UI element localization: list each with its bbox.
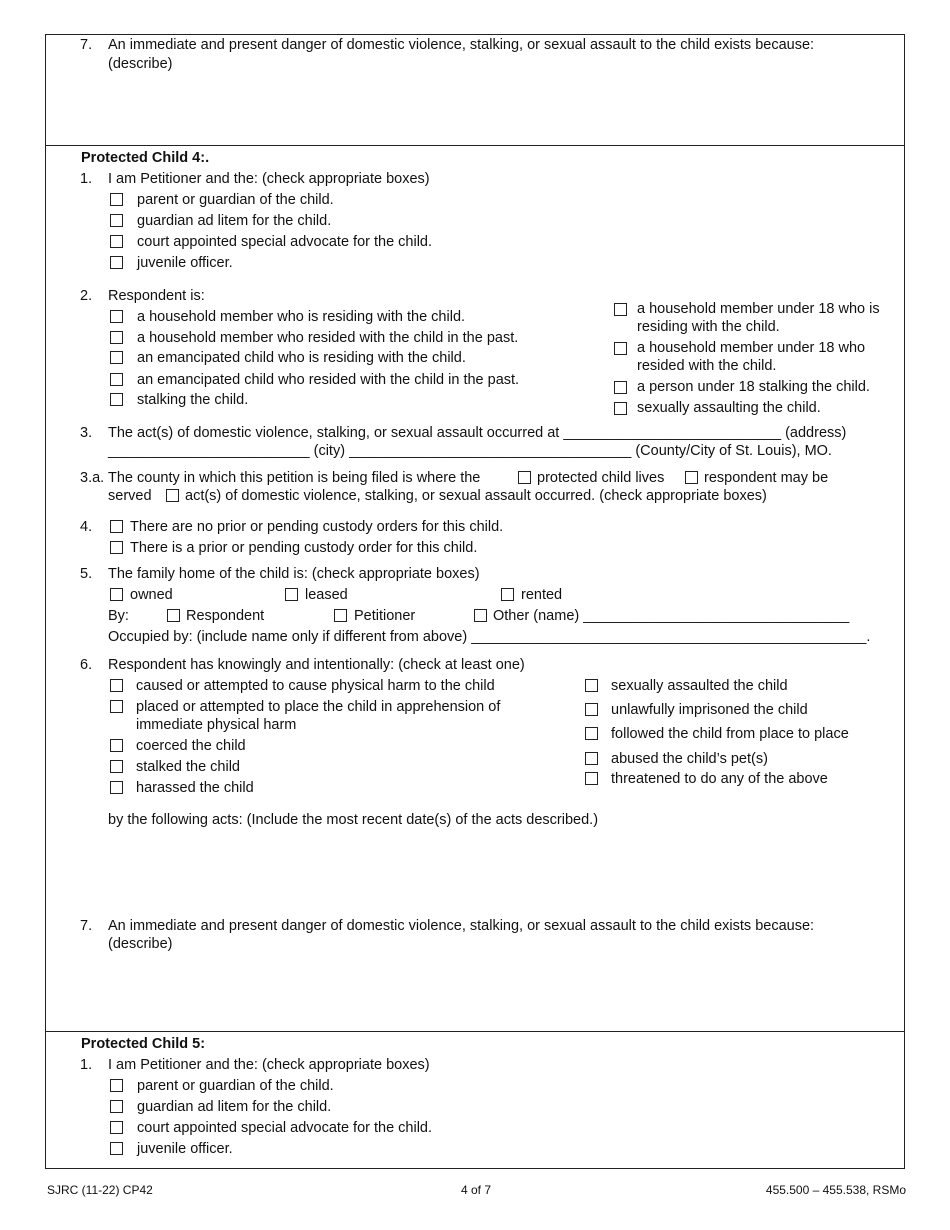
option-label: stalked the child [136, 759, 240, 775]
section-divider [45, 145, 905, 146]
checkbox-parent-guardian[interactable] [110, 193, 123, 206]
checkbox-juvenile-officer[interactable] [110, 256, 123, 269]
item-number: 1. [80, 1057, 93, 1073]
checkbox-followed[interactable] [585, 727, 598, 740]
statute-reference: 455.500 – 455.538, RSMo [765, 1183, 906, 1197]
option-label: protected child lives [537, 470, 665, 486]
checkbox-rented[interactable] [501, 588, 514, 601]
checkbox-casa[interactable] [110, 235, 123, 248]
option-label: There are no prior or pending custody orders for this child. [130, 519, 504, 535]
option-label: act(s) of domestic violence, stalking, or sexual assault occurred. (check appropriate boxes) [185, 488, 767, 504]
checkbox-stalked[interactable] [110, 760, 123, 773]
checkbox-stalking[interactable] [110, 393, 123, 406]
other-name-line: Other (name) _________________________________ [493, 608, 850, 624]
checkbox-emancipated-past[interactable] [110, 373, 123, 386]
checkbox-under18-past[interactable] [614, 342, 627, 355]
option-label: immediate physical harm [136, 717, 297, 733]
checkbox-abused-pets[interactable] [585, 752, 598, 765]
item-number: 1. [80, 171, 93, 187]
checkbox-child-lives[interactable] [518, 471, 531, 484]
checkbox-under18-stalking[interactable] [614, 381, 627, 394]
form-id: SJRC (11-22) CP42 [47, 1183, 153, 1197]
checkbox-threatened[interactable] [585, 772, 598, 785]
option-label: a person under 18 stalking the child. [637, 379, 870, 395]
checkbox-casa[interactable] [110, 1121, 123, 1134]
option-label: guardian ad litem for the child. [137, 1099, 332, 1115]
option-label: Respondent [186, 608, 265, 624]
option-label: sexually assaulting the child. [637, 400, 821, 416]
county-question: The county in which this petition is being filed is where the [108, 470, 481, 486]
checkbox-respondent-served[interactable] [685, 471, 698, 484]
option-label: guardian ad litem for the child. [137, 213, 332, 229]
checkbox-no-custody-orders[interactable] [110, 520, 123, 533]
describe-label: (describe) [108, 936, 173, 952]
checkbox-harassed[interactable] [110, 781, 123, 794]
checkbox-by-other[interactable] [474, 609, 487, 622]
checkbox-by-petitioner[interactable] [334, 609, 347, 622]
option-label: rented [521, 587, 563, 603]
option-label: parent or guardian of the child. [137, 1078, 334, 1094]
checkbox-physical-harm[interactable] [110, 679, 123, 692]
checkbox-household-past[interactable] [110, 331, 123, 344]
address-line: The act(s) of domestic violence, stalking, or sexual assault occurred at ___________________________ (address) [108, 425, 847, 441]
option-label: residing with the child. [637, 319, 780, 335]
item-number: 5. [80, 566, 93, 582]
option-label: juvenile officer. [137, 1141, 233, 1157]
option-label: owned [130, 587, 173, 603]
page-number: 4 of 7 [461, 1183, 492, 1197]
item-number: 7. [80, 37, 93, 53]
section-heading-child-5: Protected Child 5: [81, 1036, 206, 1052]
checkbox-under18-residing[interactable] [614, 303, 627, 316]
checkbox-sexually-assaulted[interactable] [585, 679, 598, 692]
option-label: juvenile officer. [137, 255, 233, 271]
option-label: abused the child’s pet(s) [611, 751, 768, 767]
checkbox-prior-custody-order[interactable] [110, 541, 123, 554]
option-label: Petitioner [354, 608, 416, 624]
option-label: a household member who resided with the child in the past. [137, 330, 519, 346]
section-divider [45, 1031, 905, 1032]
danger-question: An immediate and present danger of domestic violence, stalking, or sexual assault to the child exists because: [108, 918, 815, 934]
item-number: 3. [80, 425, 93, 441]
checkbox-acts-occurred[interactable] [166, 489, 179, 502]
option-label: respondent may be [704, 470, 829, 486]
petitioner-question: I am Petitioner and the: (check appropriate boxes) [108, 1057, 430, 1073]
item-number: 7. [80, 918, 93, 934]
petitioner-question: I am Petitioner and the: (check appropriate boxes) [108, 171, 430, 187]
checkbox-household-residing[interactable] [110, 310, 123, 323]
option-label: court appointed special advocate for the child. [137, 234, 433, 250]
checkbox-guardian-ad-litem[interactable] [110, 1100, 123, 1113]
acts-question: Respondent has knowingly and intentionally: (check at least one) [108, 657, 525, 673]
checkbox-parent-guardian[interactable] [110, 1079, 123, 1092]
option-label: There is a prior or pending custody order for this child. [130, 540, 478, 556]
checkbox-guardian-ad-litem[interactable] [110, 214, 123, 227]
option-label: followed the child from place to place [611, 726, 849, 742]
checkbox-coerced[interactable] [110, 739, 123, 752]
option-label: a household member under 18 who [637, 340, 866, 356]
respondent-question: Respondent is: [108, 288, 205, 304]
section-heading-child-4: Protected Child 4:. [81, 150, 210, 166]
checkbox-owned[interactable] [110, 588, 123, 601]
describe-label: (describe) [108, 56, 173, 72]
family-home-question: The family home of the child is: (check appropriate boxes) [108, 566, 480, 582]
option-label: an emancipated child who resided with the child in the past. [137, 372, 520, 388]
danger-question: An immediate and present danger of domestic violence, stalking, or sexual assault to the child exists because: [108, 37, 815, 53]
option-label: resided with the child. [637, 358, 777, 374]
option-label: court appointed special advocate for the child. [137, 1120, 433, 1136]
option-label: harassed the child [136, 780, 254, 796]
option-label: unlawfully imprisoned the child [611, 702, 808, 718]
checkbox-sexually-assaulting[interactable] [614, 402, 627, 415]
option-label: placed or attempted to place the child in apprehension of [136, 699, 501, 715]
item-number: 2. [80, 288, 93, 304]
item-number: 4. [80, 519, 93, 535]
option-label: leased [305, 587, 348, 603]
item-number: 6. [80, 657, 93, 673]
option-label: an emancipated child who is residing with the child. [137, 350, 466, 366]
option-label: threatened to do any of the above [611, 771, 828, 787]
checkbox-leased[interactable] [285, 588, 298, 601]
option-label: sexually assaulted the child [611, 678, 788, 694]
option-label: parent or guardian of the child. [137, 192, 334, 208]
city-county-line: _________________________ (city) ___________________________________ (County/City of St. Louis), MO. [108, 443, 832, 459]
option-label: coerced the child [136, 738, 246, 754]
occupied-by-line: Occupied by: (include name only if different from above) _________________________________________________. [108, 629, 871, 645]
option-label: a household member who is residing with the child. [137, 309, 466, 325]
acts-description-prompt: by the following acts: (Include the most recent date(s) of the acts described.) [108, 812, 599, 828]
item-number: 3.a. [80, 470, 105, 486]
option-label: served [108, 488, 152, 504]
checkbox-emancipated-residing[interactable] [110, 351, 123, 364]
option-label: caused or attempted to cause physical harm to the child [136, 678, 495, 694]
checkbox-apprehension[interactable] [110, 700, 123, 713]
option-label: stalking the child. [137, 392, 249, 408]
by-label: By: [108, 608, 129, 624]
checkbox-imprisoned[interactable] [585, 703, 598, 716]
checkbox-by-respondent[interactable] [167, 609, 180, 622]
option-label: a household member under 18 who is [637, 301, 880, 317]
checkbox-juvenile-officer[interactable] [110, 1142, 123, 1155]
